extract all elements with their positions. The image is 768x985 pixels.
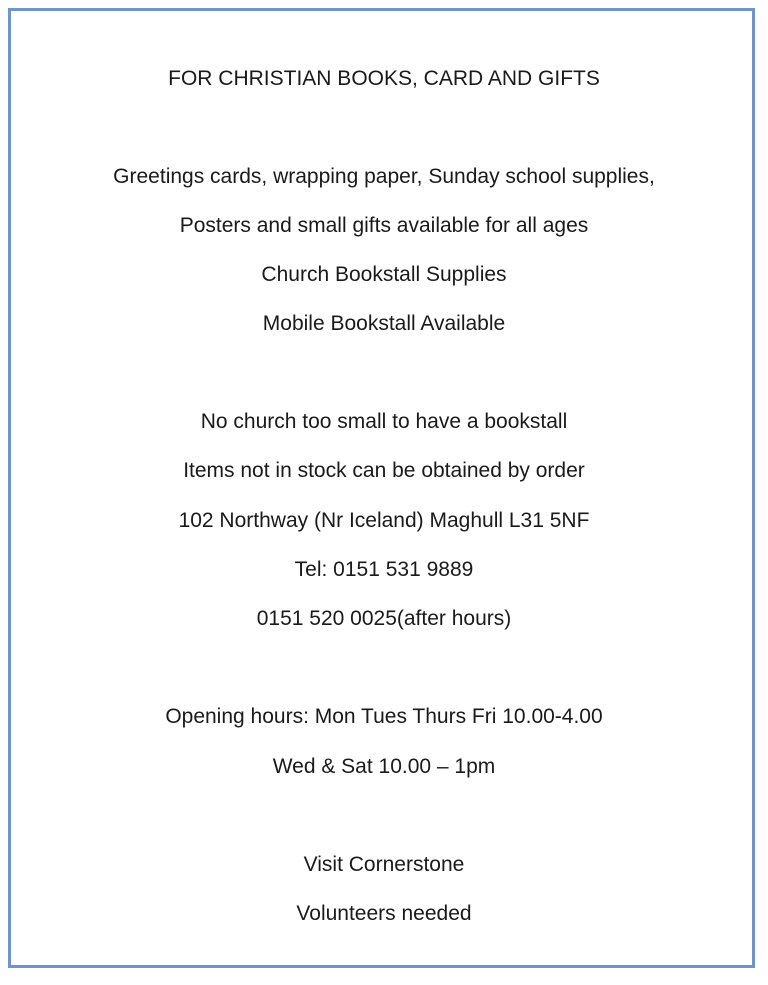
products-line-4: Mobile Bookstall Available (262, 312, 506, 335)
telephone: Tel: 0151 531 9889 (294, 558, 474, 581)
visit-cornerstone: Visit Cornerstone (303, 853, 465, 876)
products-line-3: Church Bookstall Supplies (261, 263, 507, 286)
opening-hours-wed-sat: Wed & Sat 10.00 – 1pm (272, 755, 496, 778)
info-line-2: Items not in stock can be obtained by order (183, 459, 585, 482)
address: 102 Northway (Nr Iceland) Maghull L31 5NF (178, 509, 590, 532)
telephone-after-hours: 0151 520 0025(after hours) (256, 607, 512, 630)
volunteers-needed: Volunteers needed (296, 902, 472, 925)
flyer-border (8, 8, 755, 968)
flyer-heading: FOR CHRISTIAN BOOKS, CARD AND GIFTS (168, 67, 600, 90)
products-line-2: Posters and small gifts available for all ages (179, 214, 589, 237)
info-line-1: No church too small to have a bookstall (200, 410, 568, 433)
products-line-1: Greetings cards, wrapping paper, Sunday school supplies, (113, 165, 655, 188)
opening-hours-weekdays: Opening hours: Mon Tues Thurs Fri 10.00-4.00 (165, 705, 603, 728)
